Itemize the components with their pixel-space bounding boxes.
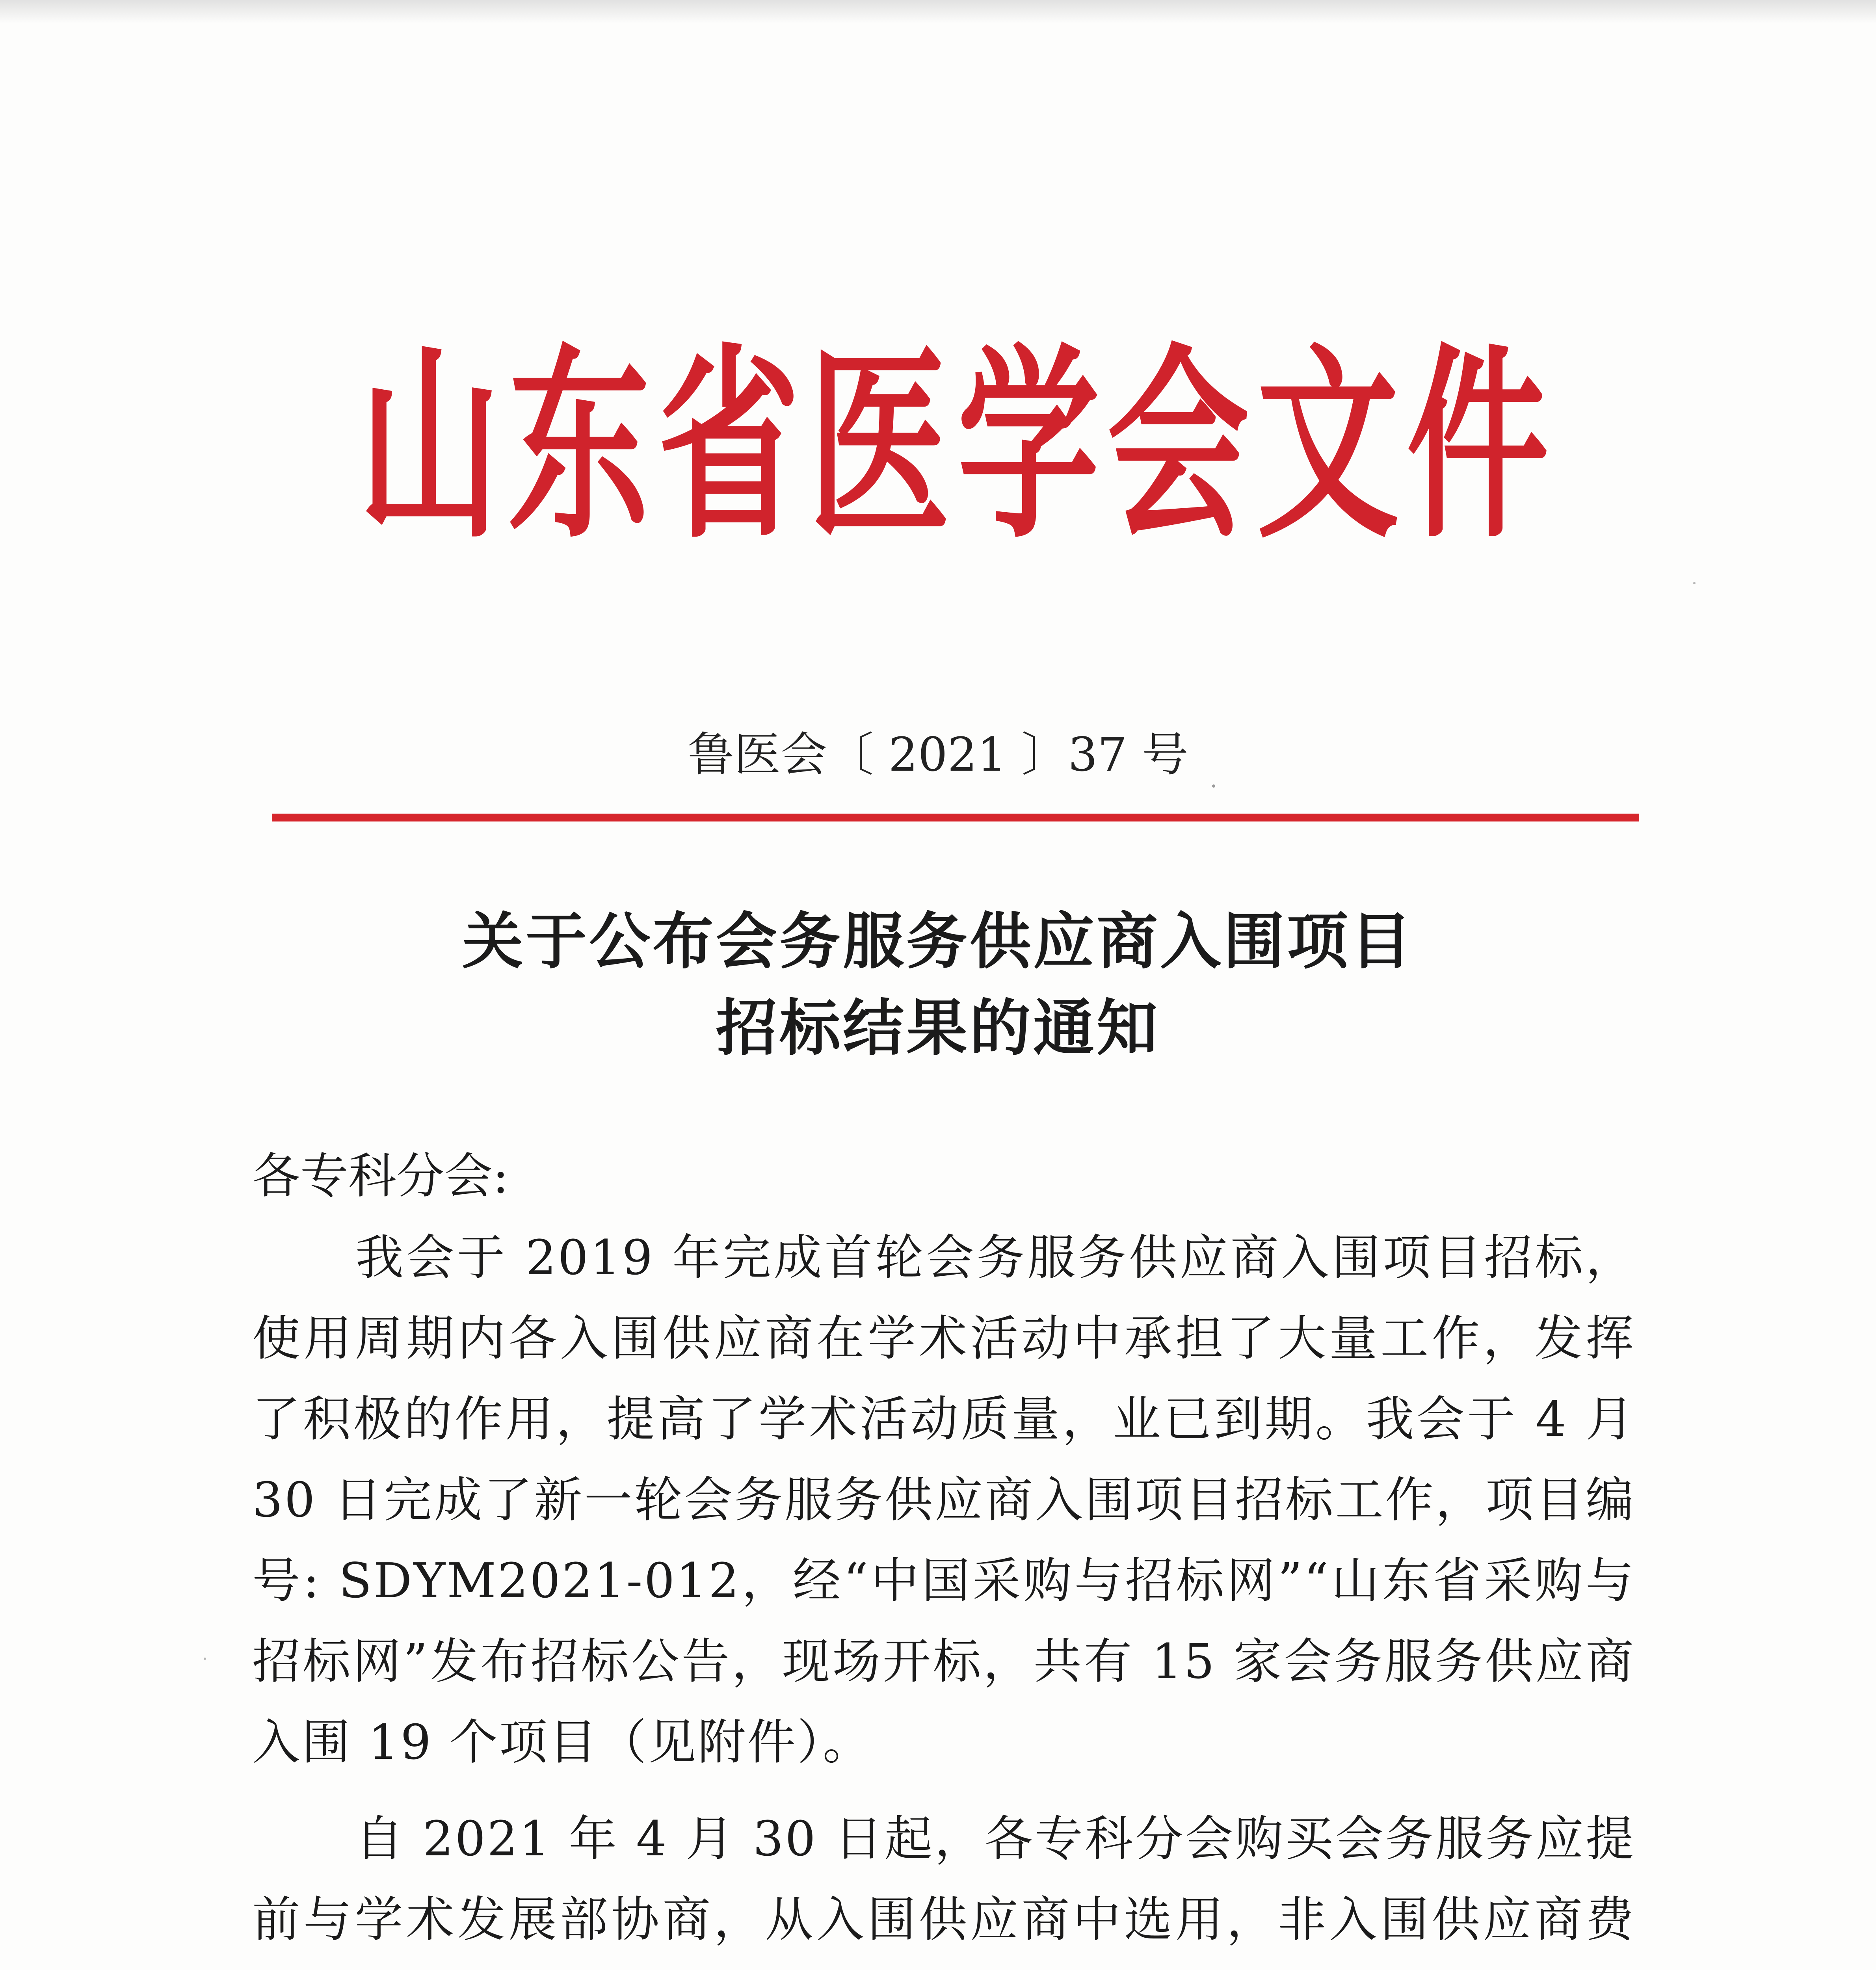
body-paragraph-2: 自 2021 年 4 月 30 日起，各专科分会购买会务服务应提前与学术发展部协商，从入围供应商中选用，非入围供应商费 (252, 1811, 1635, 1948)
masthead-title: 山东省医学会文件 (359, 324, 1556, 566)
salutation: 各专科分会: (252, 1148, 509, 1204)
red-divider-line (272, 814, 1639, 821)
notice-title-line-2: 招标结果的通知 (716, 992, 1160, 1064)
notice-title-line-1: 关于公布会务服务供应商入围项目 (462, 906, 1414, 977)
scan-edge (0, 0, 1876, 24)
body-paragraph-1: 我会于 2019 年完成首轮会务服务供应商入围项目招标，使用周期内各入围供应商在学术活动中承担了大量工作，发挥了积极的作用，提高了学术活动质量，业已到期。我会于 4 月 30 日完成了新一轮会务服务供应商入围项目招标工作，项目编号: SDYM2021-012，经“中国采购与招标网”“山东省采购与招标网”发布招标公告，现场开标，共有 15 家会务服务供应商入围 19 个项目（见附件）。 (252, 1230, 1635, 1770)
document-number: 鲁医会〔 2021 〕37 号 (688, 727, 1188, 782)
